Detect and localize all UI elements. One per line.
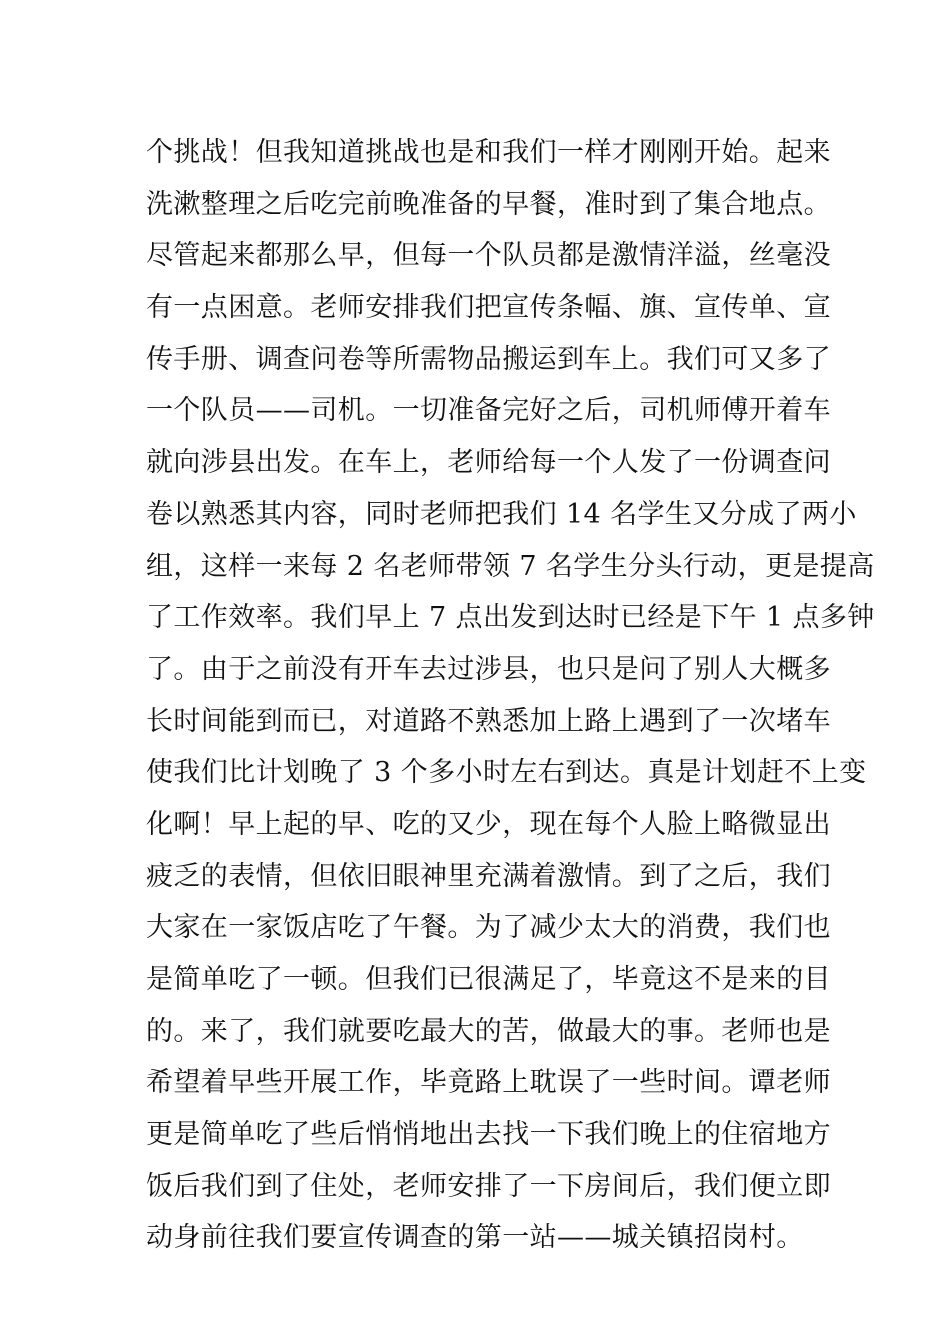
text-line-8: 卷以熟悉其内容，同时老师把我们 14 名学生又分成了两小 [146, 498, 857, 530]
text-line-13: 使我们比计划晚了 3 个多小时左右到达。真是计划赶不上变 [146, 757, 867, 789]
text-line-19: 希望着早些开展工作，毕竟路上耽误了一些时间。谭老师 [146, 1067, 831, 1099]
text-line-16: 大家在一家饭店吃了午餐。为了减少太大的消费，我们也 [146, 912, 831, 944]
text-line-17: 是简单吃了一顿。但我们已很满足了，毕竟这不是来的目 [146, 964, 831, 995]
text-line-5: 传手册、调查问卷等所需物品搬运到车上。我们可又多了 [146, 343, 831, 375]
text-line-15: 疲乏的表情，但依旧眼神里充满着激情。到了之后，我们 [146, 860, 831, 892]
text-line-2: 洗漱整理之后吃完前晚准备的早餐，准时到了集合地点。 [146, 188, 831, 220]
text-line-11: 了。由于之前没有开车去过涉县，也只是问了别人大概多 [146, 653, 831, 685]
text-line-3: 尽管起来都那么早，但每一个队员都是激情洋溢，丝毫没 [146, 240, 831, 272]
text-line-7: 就向涉县出发。在车上，老师给每一个人发了一份调查问 [146, 447, 831, 479]
text-line-9: 组，这样一来每 2 名老师带领 7 名学生分头行动，更是提高 [146, 550, 875, 582]
text-line-6: 一个队员——司机。一切准备完好之后，司机师傅开着车 [146, 395, 831, 427]
text-line-20: 更是简单吃了些后悄悄地出去找一下我们晚上的住宿地方 [146, 1119, 831, 1151]
text-line-10: 了工作效率。我们早上 7 点出发到达时已经是下午 1 点多钟 [146, 602, 875, 634]
text-line-22: 动身前往我们要宣传调查的第一站——城关镇招岗村。 [146, 1222, 804, 1254]
text-line-12: 长时间能到而已，对道路不熟悉加上路上遇到了一次堵车 [146, 705, 831, 737]
text-line-1: 个挑战！但我知道挑战也是和我们一样才刚刚开始。起来 [146, 137, 831, 168]
body-text [146, 127, 875, 1264]
text-line-21: 饭后我们到了住处，老师安排了一下房间后，我们便立即 [146, 1170, 831, 1202]
text-line-14: 化啊！早上起的早、吃的又少，现在每个人脸上略微显出 [146, 808, 831, 840]
text-line-4: 有一点困意。老师安排我们把宣传条幅、旗、宣传单、宣 [146, 292, 831, 324]
text-line-18: 的。来了，我们就要吃最大的苦，做最大的事。老师也是 [146, 1015, 831, 1047]
